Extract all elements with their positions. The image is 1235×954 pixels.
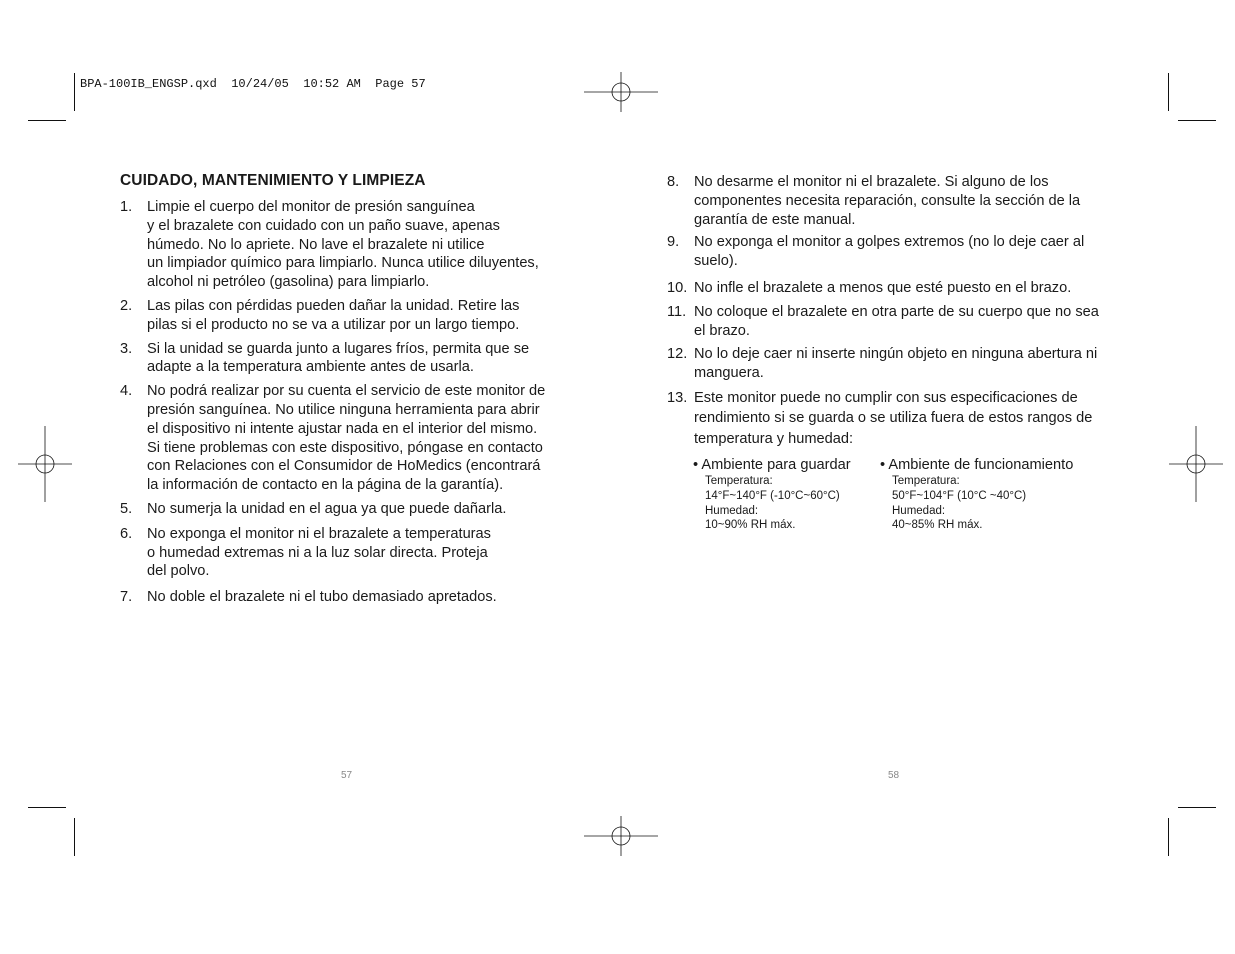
operating-humidity-label: Humedad: xyxy=(892,504,946,517)
list-item xyxy=(667,303,1137,341)
item-number: 3. xyxy=(120,340,133,357)
crop-mark-top-left-vertical xyxy=(74,73,75,111)
item-number: 4. xyxy=(120,383,133,400)
crop-mark-top-left-horizontal xyxy=(28,120,66,121)
list-item xyxy=(667,345,1137,383)
list-item xyxy=(120,198,580,292)
section-heading: CUIDADO, MANTENIMIENTO Y LIMPIEZA xyxy=(120,172,426,189)
care-list-right xyxy=(667,173,1137,449)
item-text: No coloque el brazalete en otra parte de su cuerpo que no sea el brazo. xyxy=(694,303,1099,339)
registration-mark-bottom-icon xyxy=(584,816,658,856)
operating-conditions xyxy=(880,456,1073,533)
crop-mark-top-right-vertical xyxy=(1168,73,1169,111)
item-number: 11. xyxy=(667,303,687,320)
storage-title: • Ambiente para guardar xyxy=(693,457,851,473)
registration-mark-left-icon xyxy=(8,426,82,502)
item-text: Si la unidad se guarda junto a lugares fríos, permita que se adapte a la temperatura ambiente antes de usarla. xyxy=(147,340,530,376)
list-item xyxy=(667,233,1137,271)
list-item xyxy=(120,297,580,335)
crop-mark-bottom-right-horizontal xyxy=(1178,807,1216,808)
operating-humidity-value: 40~85% RH máx. xyxy=(892,519,983,532)
list-item xyxy=(120,382,580,495)
item-number: 9. xyxy=(667,234,680,251)
list-item xyxy=(120,340,580,378)
item-number: 7. xyxy=(120,589,133,606)
page-number-right: 58 xyxy=(888,770,900,781)
list-item xyxy=(120,525,580,581)
storage-temp-value: 14°F~140°F (-10°C~60°C) xyxy=(705,489,840,502)
item-text: No exponga el monitor ni el brazalete a temperaturas o humedad extremas ni a la luz solar directa. Proteja del polvo. xyxy=(147,525,491,580)
item-text: No lo deje caer ni inserte ningún objeto en ninguna abertura ni manguera. xyxy=(694,346,1098,382)
storage-humidity-value: 10~90% RH máx. xyxy=(705,519,796,532)
list-item xyxy=(667,388,1137,450)
crop-mark-bottom-left-vertical xyxy=(74,818,75,856)
file-slug: BPA-100IB_ENGSP.qxd 10/24/05 10:52 AM Page 57 xyxy=(80,77,426,91)
crop-mark-bottom-left-horizontal xyxy=(28,807,66,808)
crop-mark-top-right-horizontal xyxy=(1178,120,1216,121)
item-number: 13. xyxy=(667,389,688,406)
item-text: No desarme el monitor ni el brazalete. Si alguno de los componentes necesita reparación, consulte la sección de la garantía de este manual. xyxy=(694,174,1081,228)
item-number: 5. xyxy=(120,500,133,517)
item-text: No doble el brazalete ni el tubo demasiado apretados. xyxy=(147,589,497,606)
operating-temp-value: 50°F~104°F (10°C ~40°C) xyxy=(892,489,1027,502)
list-item xyxy=(667,173,1137,229)
storage-conditions xyxy=(693,456,851,533)
item-text: No infle el brazalete a menos que esté puesto en el brazo. xyxy=(694,279,1072,296)
storage-temp-label: Temperatura: xyxy=(705,475,773,487)
item-number: 12. xyxy=(667,346,688,363)
item-number: 6. xyxy=(120,525,133,542)
list-item xyxy=(120,588,580,607)
registration-mark-top-icon xyxy=(584,72,658,112)
item-number: 8. xyxy=(667,174,680,190)
care-list-left xyxy=(120,198,580,607)
item-number: 10. xyxy=(667,279,688,296)
list-item xyxy=(667,279,1137,298)
storage-humidity-label: Humedad: xyxy=(705,504,759,517)
item-number: 1. xyxy=(120,199,133,215)
item-text: Las pilas con pérdidas pueden dañar la unidad. Retire las pilas si el producto no se va a utilizar por un largo tiempo. xyxy=(147,297,520,333)
item-text: No exponga el monitor a golpes extremos (no lo deje caer al suelo). xyxy=(694,234,1085,270)
item-text: No podrá realizar por su cuenta el servicio de este monitor de presión sanguínea. No utilice ninguna herramienta para abrir el dispositivo ni intente ajustar nada en el interior del mismo. Si tiene problemas con este dispositivo, póngase en contacto con Relaciones con el Consumidor de HoMedics (encontrará la información de contacto en la página de la garantía). xyxy=(147,383,546,494)
operating-temp-label: Temperatura: xyxy=(892,475,960,487)
item-number: 2. xyxy=(120,297,133,314)
page-number-left: 57 xyxy=(341,770,353,781)
item-text: Limpie el cuerpo del monitor de presión sanguínea y el brazalete con cuidado con un paño suave, apenas húmedo. No lo apriete. No lave el brazalete ni utilice un limpiador químico para limpiarlo. Nunca utilice diluyentes, alcohol ni petróleo (gasolina) para limpiarlo. xyxy=(147,199,539,291)
item-text: Este monitor puede no cumplir con sus especificaciones de rendimiento si se guarda o se utiliza fuera de estos rangos de temperatura y humedad: xyxy=(694,389,1093,447)
operating-title: • Ambiente de funcionamiento xyxy=(880,457,1074,473)
crop-mark-bottom-right-vertical xyxy=(1168,818,1169,856)
list-item xyxy=(120,500,580,519)
item-text: No sumerja la unidad en el agua ya que puede dañarla. xyxy=(147,500,507,517)
registration-mark-right-icon xyxy=(1159,426,1233,502)
